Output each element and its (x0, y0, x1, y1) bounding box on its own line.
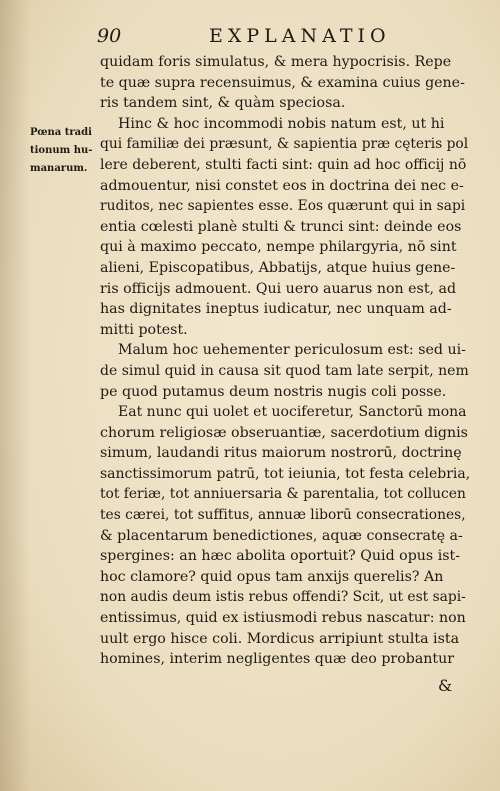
text-line: mitti potest. (100, 321, 188, 338)
text-line: quidam foris simulatus, & mera hypocrisis. Repe (100, 54, 452, 70)
text-line: Eat nunc qui uolet et uociferetur, Sanctorū mona (118, 404, 467, 421)
text-line: entia cœlesti planè stulti & trunci sint: deinde eos (100, 218, 462, 235)
text-line: spergines: an hæc abolita oportuit? Quid opus ist- (100, 548, 461, 565)
text-line: has dignitates ineptus iudicatur, nec unquam ad- (100, 301, 452, 318)
text-line: Hinc & hoc incommodi nobis natum est, ut hi (118, 115, 445, 132)
page-gutter-shadow (0, 0, 30, 791)
text-line: tot feriæ, tot anniuersaria & parentalia, tot collucen (100, 486, 466, 503)
text-line: te quæ supra recensuimus, & examina cuius gene- (100, 74, 465, 91)
text-line: lere deberent, stulti facti sint: quin ad hoc officij nō (100, 156, 467, 173)
text-line: chorum religiosæ obseruantiæ, sacerdotium dignis (100, 424, 468, 441)
page-header (97, 25, 467, 49)
text-line: ris officijs admouent. Qui uero auarus non est, ad (100, 280, 457, 297)
marginal-note-line: Pœna tradi (30, 127, 92, 138)
text-line: & placentarum benedictiones, aquæ consecratę a- (100, 527, 463, 544)
text-line: admouentur, nisi constet eos in doctrina dei nec e- (100, 177, 464, 194)
text-line: sanctissimorum patrū, tot ieiunia, tot festa celebria, (100, 465, 471, 482)
page-number: 90 (97, 25, 122, 47)
text-line: simum, laudandi ritus maiorum nostrorū, doctrinę (100, 445, 462, 462)
text-line: uult ergo hisce coli. Mordicus arripiunt stulta ista (100, 630, 460, 647)
text-line: tes cærei, tot suffitus, annuæ liborū consecrationes, (100, 507, 466, 524)
text-line: qui familiæ dei præsunt, & sapientia præ cęteris pol (100, 136, 469, 153)
text-line: entissimus, quid ex istiusmodi rebus nascatur: non (100, 610, 466, 627)
marginal-note-line: tionum hu- (30, 145, 93, 156)
running-title: EXPLANATIO (209, 25, 391, 47)
catchword: & (438, 676, 453, 695)
text-line: pe quod putamus deum nostris nugis coli posse. (100, 383, 447, 400)
text-line: Malum hoc uehementer periculosum est: sed ui- (118, 342, 466, 359)
text-line: non audis deum istis rebus offendi? Scit, ut est sapi- (100, 589, 466, 606)
body-text (100, 52, 470, 670)
text-line: ris tandem sint, & quàm speciosa. (100, 95, 346, 112)
text-line: hoc clamore? quid opus tam anxijs querelis? An (100, 568, 444, 585)
text-line: homines, interim negligentes quæ deo probantur (100, 651, 455, 668)
text-line: ruditos, nec sapientes esse. Eos quærunt qui in sapi (100, 198, 466, 215)
text-line: de simul quid in causa sit quod tam late serpit, nem (100, 362, 469, 379)
text-line: alieni, Episcopatibus, Abbatijs, atque huius gene- (100, 259, 456, 276)
text-line: qui à maximo peccato, nempe philargyria, nō sint (100, 239, 457, 256)
marginal-note (30, 124, 102, 178)
marginal-note-line: manarum. (30, 163, 88, 174)
